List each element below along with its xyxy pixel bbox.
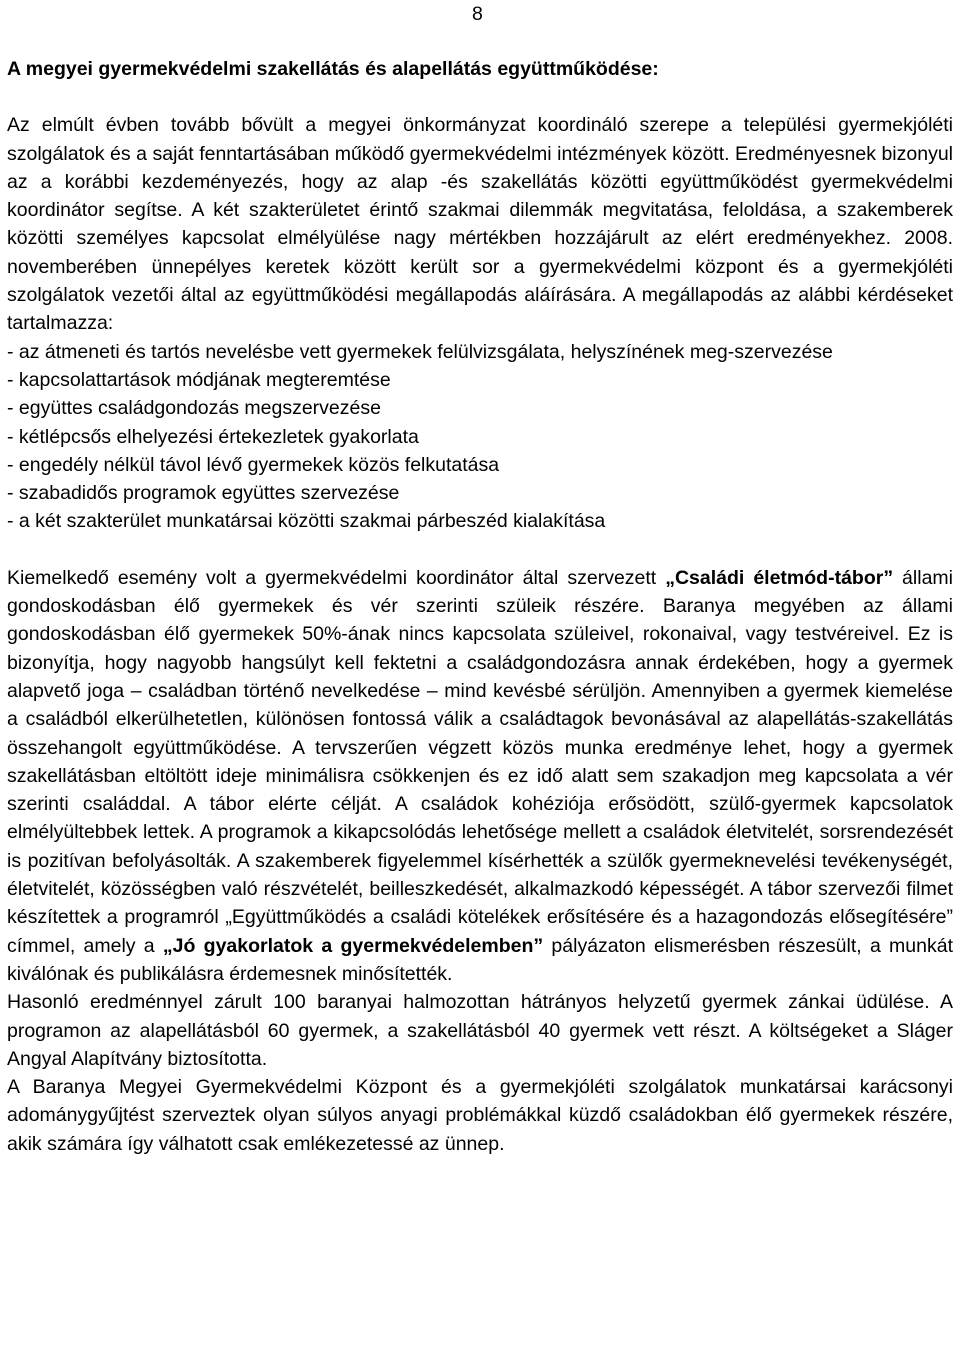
camp-text-part-2: állami gondoskodásban élő gyermekek és vér szerinti szüleik részére. Baranya megyében az állami gondoskodásban élő gyermekek 50%-ának nincs kapcsolata szüleivel, rokonaival, vagy testvéreivel. Ez is bizonyítja, hogy nagyobb hangsúlyt kell fektetni a családgondozásra annak érdekében, hogy a gyermek alapvető joga – családban történő nevelkedése – mind kevésbé sérüljön. Amennyiben a gyermek kiemelése a családból elkerülhetetlen, különösen fontossá válik a családtagok bevonásával az alapellátás-szakellátás összehangolt együttműködése. A tervszerűen végzett közös munka eredménye lehet, hogy a gyermek szakellátásban eltöltött ideje minimálisra csökkenjen és ez idő alatt sem szakadjon meg kapcsolata a vér szerinti családdal. A tábor elérte célját. A családok kohéziója erősödött, szülő-gyermek kapcsolatok elmélyültebbek lettek. A programok a kikapcsolódás lehetősége mellett a családok életvitelét, sorsrendezését is pozitívan befolyásolták. A szakemberek figyelemmel kísérhették a szülők gyermeknevelési tevékenységét, életvitelét, közösségben való részvételét, beilleszkedését, alkalmazkodó képességét. A tábor szervezői filmet készítettek a programról „Együttműködés a családi kötelékek erősítésére és a hazagondozás elősegítésére” címmel, amely a bbox=[7, 566, 953, 957]
donation-paragraph: A Baranya Megyei Gyermekvédelmi Központ és a gyermekjóléti szolgálatok munkatársai karácsonyi adománygyűjtést szerveztek olyan súlyos anyagi problémákkal küzdő családokban élő gyermekek részére, akik számára így válhatott csak emlékezetessé az ünnep. bbox=[7, 1076, 953, 1155]
section-heading: A megyei gyermekvédelmi szakellátás és alapellátás együttműködése: bbox=[7, 58, 659, 80]
camp-title-bold: „Családi életmód-tábor” bbox=[665, 566, 894, 589]
list-item: - együttes családgondozás megszervezése bbox=[7, 397, 381, 420]
paragraph-spacer bbox=[7, 536, 953, 564]
page-number: 8 bbox=[472, 3, 483, 25]
intro-paragraph: Az elmúlt évben tovább bővült a megyei önkormányzat koordináló szerepe a települési gyermekjóléti szolgálatok és a saját fenntartásában működő gyermekvédelmi intézmények között. Eredményesnek bizonyul az a korábbi kezdeményezés, hogy az alap -és szakellátás közötti együttműködést gyermekvédelmi koordinátor segítse. A két szakterületet érintő szakmai dilemmák megvitatása, feloldása, a szakemberek közötti személyes kapcsolat elmélyülése nagy mértékben hozzájárult az elért eredményekhez. 2008. novemberében ünnepélyes keretek között került sor a gyermekvédelmi központ és a gyermekjóléti szolgálatok vezetői által az együttműködési megállapodás aláírására. A megállapodás az alábbi kérdéseket tartalmazza: bbox=[7, 114, 953, 335]
holiday-paragraph: Hasonló eredménnyel zárult 100 baranyai halmozottan hátrányos helyzetű gyermek zánkai üdülése. A programon az alapellátásból 60 gyermek, a szakellátásból 40 gyermek vett részt. A költségeket a Sláger Angyal Alapítvány biztosította. bbox=[7, 991, 953, 1070]
list-item: - engedély nélkül távol lévő gyermekek közös felkutatása bbox=[7, 453, 500, 476]
list-item: - a két szakterület munkatársai közötti szakmai párbeszéd kialakítása bbox=[7, 510, 606, 533]
document-body bbox=[7, 55, 953, 1158]
list-item: - szabadidős programok együttes szervezése bbox=[7, 482, 400, 505]
list-item: - az átmeneti és tartós nevelésbe vett gyermekek felülvizsgálata, helyszínének meg-szervezése bbox=[7, 340, 833, 363]
camp-text-part-1: Kiemelkedő esemény volt a gyermekvédelmi koordinátor által szervezett bbox=[7, 566, 666, 589]
list-item: - kapcsolattartások módjának megteremtése bbox=[7, 368, 391, 391]
agreement-topics-list bbox=[7, 338, 953, 536]
camp-text-part-3: pályázaton elismerésben részesült, a munkát kiválónak és publikálásra érdemesnek minősítették. bbox=[7, 934, 953, 985]
list-item: - kétlépcsős elhelyezési értekezletek gyakorlata bbox=[7, 425, 419, 448]
award-title-bold: „Jó gyakorlatok a gyermekvédelemben” bbox=[162, 934, 544, 957]
camp-paragraph bbox=[7, 564, 953, 988]
